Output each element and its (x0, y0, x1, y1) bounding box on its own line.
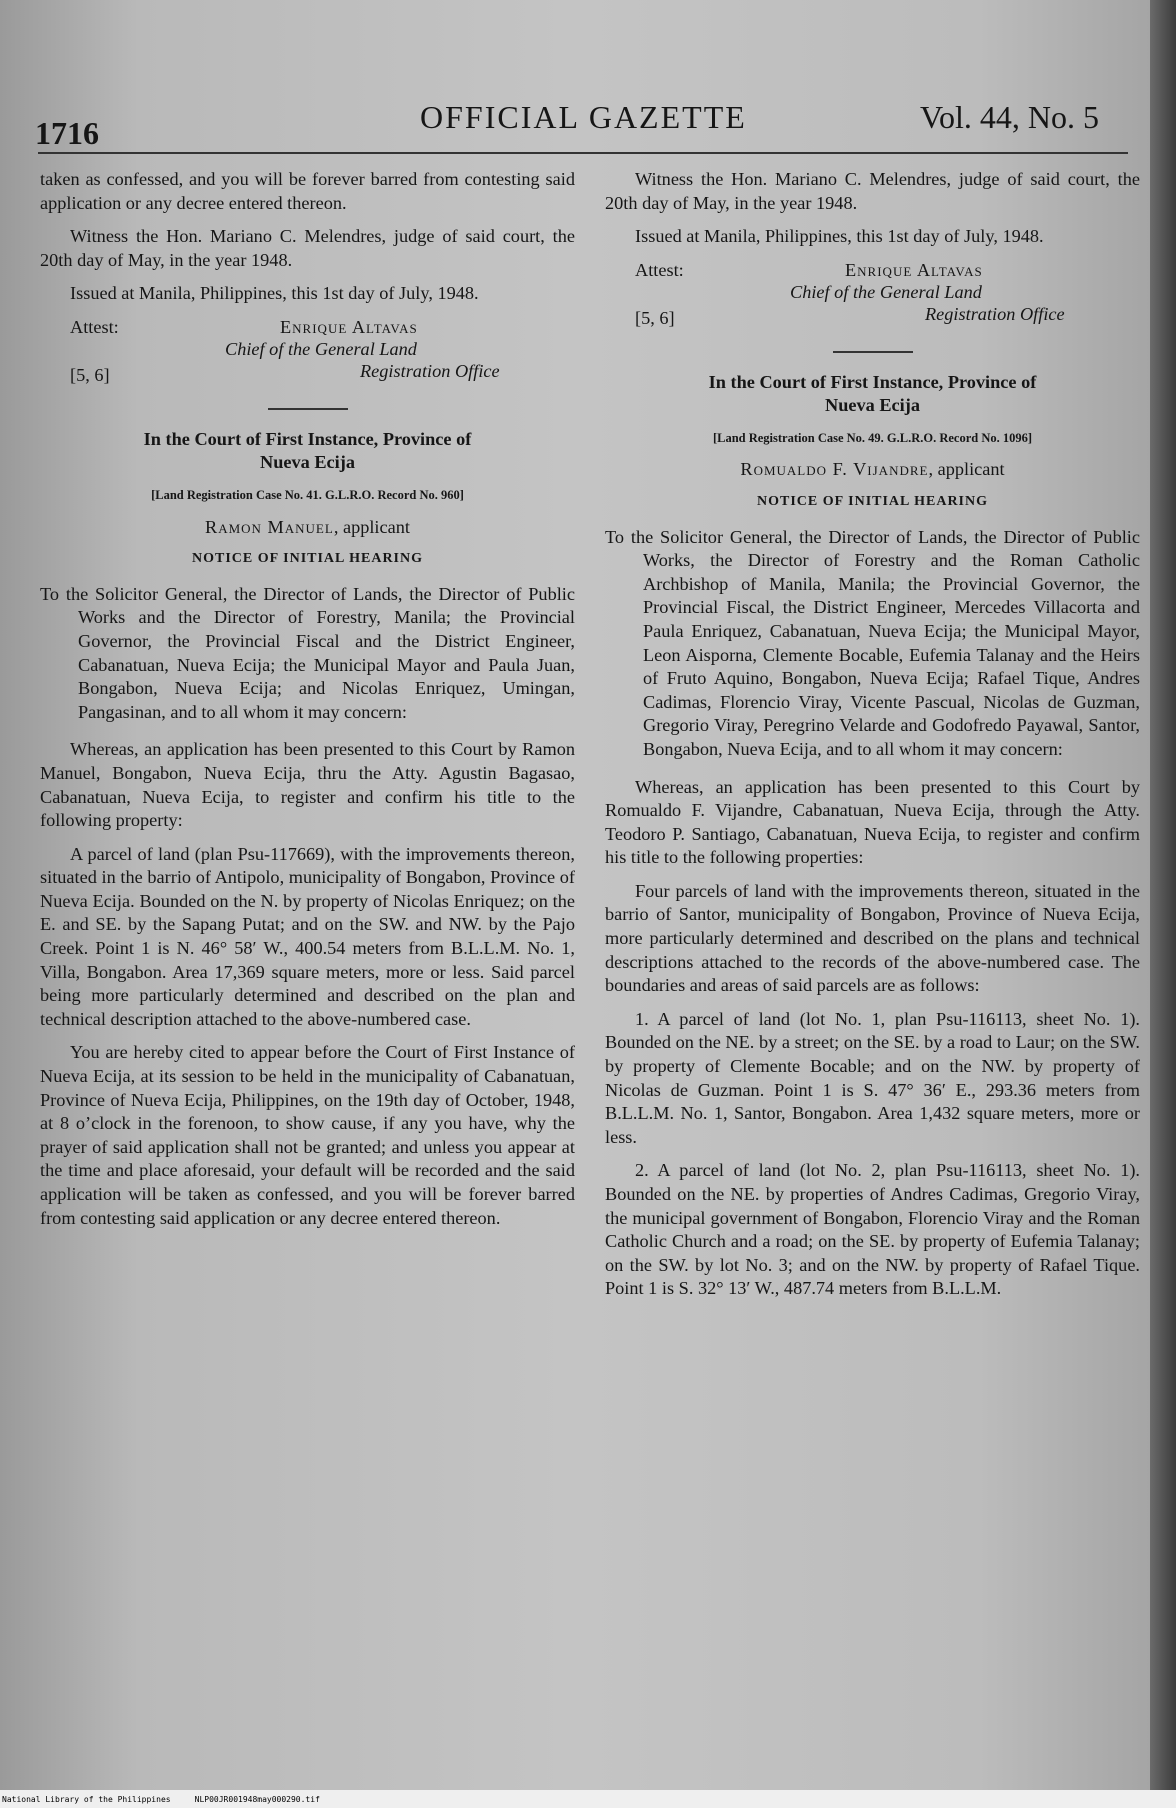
page-header (0, 95, 1150, 155)
applicant-line (40, 516, 575, 540)
court-line-1: In the Court of First Instance, Province of (143, 428, 472, 449)
case-reference: [Land Registration Case No. 49. G.L.R.O. Record No. 1096] (712, 430, 1033, 445)
court-line-2: Nueva Ecija (260, 451, 355, 472)
applicant-line (605, 458, 1140, 482)
volume-number: Vol. 44, No. 5 (920, 99, 1099, 135)
court-heading (40, 428, 575, 474)
case-reference: [Land Registration Case No. 41. G.L.R.O. Record No. 960] (151, 487, 464, 502)
whereas-paragraph: Whereas, an application has been presented to this Court by Ramon Manuel, Bongabon, Nueva Ecija, thru the Atty. Agustin Bagasao, Cabanatuan, Nueva Ecija, to register and confirm his title to the following property: (40, 739, 575, 831)
left-paragraph-1: taken as confessed, and you will be forever barred from contesting said application or any decree entered thereon. (40, 169, 575, 213)
court-line-1: In the Court of First Instance, Province of (708, 371, 1037, 392)
left-paragraph-2: Witness the Hon. Mariano C. Melendres, judge of said court, the 20th day of May, in the year 1948. (40, 226, 575, 270)
parcels-intro: Four parcels of land with the improvements thereon, situated in the barrio of Santor, municipality of Bongabon, Province of Nueva Ecija, more particularly determined and described on the plans and technical descriptions attached to the records of the above-numbered case. The boundaries and areas of said parcels are as follows: (605, 880, 1140, 996)
attest-title: Chief of the General Land (225, 338, 417, 359)
page-edge-shadow (1150, 0, 1176, 1790)
attest-label: Attest: (635, 259, 684, 280)
applicant-suffix: , applicant (333, 516, 410, 537)
attest-office: Registration Office (925, 303, 1065, 324)
header-rule (38, 152, 1128, 154)
notice-heading: NOTICE OF INITIAL HEARING (191, 551, 424, 567)
applicant-suffix: , applicant (928, 459, 1005, 480)
left-column (40, 168, 575, 1240)
right-paragraph-2: Issued at Manila, Philippines, this 1st day of July, 1948. (635, 226, 1044, 247)
applicant-name: Ramon Manuel (205, 516, 334, 537)
left-paragraph-3: Issued at Manila, Philippines, this 1st day of July, 1948. (70, 283, 479, 304)
parcel-2-description: 2. A parcel of land (lot No. 2, plan Psu-116113, sheet No. 1). Bounded on the NE. by properties of Andres Cadimas, Gregorio Viray, the municipal government of Bongabon, Florencio Viray and the Roman Catholic Church and a road; on the SE. by property of Eufemia Talanay; on the SW. by lot No. 3; and on the NW. by property of Rafael Tique. Point 1 is S. 32° 13′ W., 487.74 meters from B.L.L.M. (605, 1160, 1140, 1299)
court-line-2: Nueva Ecija (825, 394, 920, 415)
addressees: To the Solicitor General, the Director of Lands, the Director of Public Works, the Director of Forestry and the Roman Catholic Archbishop of Manila, Manila; the Provincial Governor, the Provincial Fiscal, the District Engineer, Mercedes Villacorta and Paula Enriquez, Cabanatuan, Nueva Ecija; the Municipal Mayor, Leon Aisporna, Clemente Bocable, Eufemia Talanay and the Heirs of Fruto Aquino, Bongabon, Nueva Ecija; Rafael Tique, Andres Cadimas, Florencio Viray, Vicente Pascual, Nicolas de Guzman, Gregorio Viray, Peregrino Velarde and Godofredo Payawal, Santor, Bongabon, Nueva Ecija, and to all whom it may concern: (605, 526, 1140, 759)
citation-paragraph: You are hereby cited to appear before the Court of First Instance of Nueva Ecija, at its session to be held in the municipality of Cabanatuan, Province of Nueva Ecija, Philippines, on the 19th day of October, 1948, at 8 o’clock in the forenoon, to show cause, if any you have, why the prayer of said application shall not be granted; and unless you appear at the time and place aforesaid, your default will be recorded and the said application will be taken as confessed, and you will be forever barred from contesting said application or any decree entered thereon. (40, 1042, 575, 1228)
section-divider (268, 408, 348, 410)
left-attest-block (40, 316, 575, 394)
attest-label: Attest: (70, 316, 119, 337)
page-number: 1716 (35, 115, 99, 151)
parcel-1-description: 1. A parcel of land (lot No. 1, plan Psu-116113, sheet No. 1). Bounded on the NE. by a street; on the SE. by a road to Laur; on the SW. by property of Clemente Bocable; and on the NW. by property of Nicolas de Guzman. Point 1 is S. 47° 36′ E., 293.36 meters from B.L.L.M. No. 1, Santor, Bongabon. Area 1,432 square meters, more or less. (605, 1008, 1140, 1147)
attest-name: Enrique Altavas (280, 316, 418, 337)
section-divider (833, 351, 913, 353)
court-heading (605, 371, 1140, 417)
attest-reference: [5, 6] (635, 307, 675, 328)
scan-footer-text: National Library of the Philippines NLP00JR001948may000290.tif (2, 1795, 320, 1804)
notice-heading: NOTICE OF INITIAL HEARING (756, 493, 989, 509)
attest-reference: [5, 6] (70, 364, 110, 385)
whereas-paragraph: Whereas, an application has been presented to this Court by Romualdo F. Vijandre, Cabanatuan, Nueva Ecija, through the Atty. Teodoro P. Santiago, Cabanatuan, Nueva Ecija, to register and confirm his title to the following properties: (605, 776, 1140, 868)
right-paragraph-1: Witness the Hon. Mariano C. Melendres, judge of said court, the 20th day of May, in the year 1948. (605, 169, 1140, 213)
right-attest-block (605, 259, 1140, 337)
addressees: To the Solicitor General, the Director of Lands, the Director of Public Works and the Director of Forestry, Manila; the Provincial Governor, the Provincial Fiscal and the District Engineer, Cabanatuan, Nueva Ecija; the Municipal Mayor and Paula Juan, Bongabon, Nueva Ecija; and Nicolas Enriquez, Umingan, Pangasinan, and to all whom it may concern: (40, 583, 575, 722)
right-column (605, 168, 1140, 1311)
applicant-name: Romualdo F. Vijandre (740, 459, 929, 480)
attest-office: Registration Office (360, 360, 500, 381)
attest-name: Enrique Altavas (845, 259, 983, 280)
gazette-title: OFFICIAL GAZETTE (420, 99, 747, 135)
attest-title: Chief of the General Land (790, 281, 982, 302)
parcel-description: A parcel of land (plan Psu-117669), with the improvements thereon, situated in the barrio of Antipolo, municipality of Bongabon, Province of Nueva Ecija. Bounded on the N. by property of Nicolas Enriquez; on the E. and SE. by the Sapang Putat; and on the SW. and NW. by the Pajo Creek. Point 1 is N. 46° 58′ W., 400.54 meters from B.L.L.M. No. 1, Villa, Bongabon. Area 17,369 square meters, more or less. Said parcel being more particularly determined and described on the plan and technical description attached to the above-numbered case. (40, 843, 575, 1029)
